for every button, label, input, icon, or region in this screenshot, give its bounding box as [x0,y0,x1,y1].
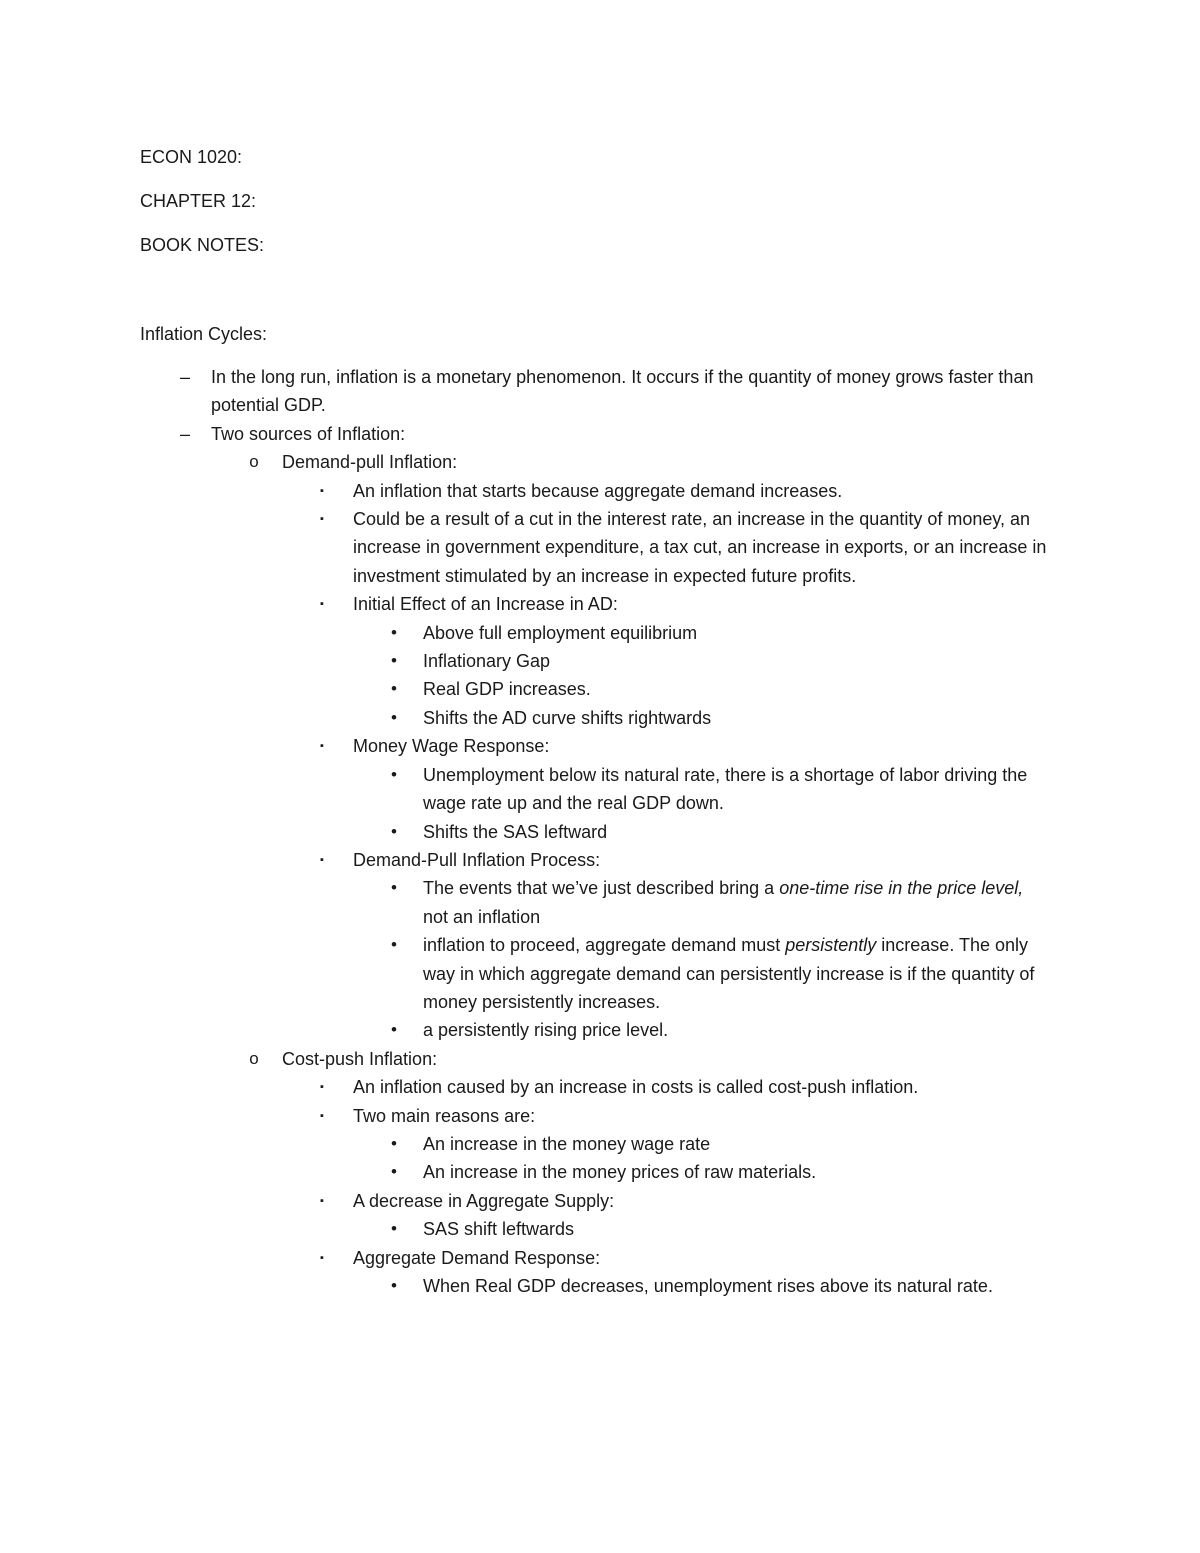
emphasis-text: persistently [785,935,877,956]
list-item [0,1187,1200,1215]
list-item [0,732,1200,760]
square-marker: ▪ [320,598,324,611]
square-marker: ▪ [320,1251,324,1264]
list-item-text: Unemployment below its natural rate, there is a shortage of labor driving the wage rate up and the real GDP down. [423,764,1028,814]
section-title: Inflation Cycles: [140,324,268,344]
list-item-text [423,935,1034,1012]
list-item-text: An inflation caused by an increase in costs is called cost-push inflation. [353,1077,919,1098]
list-item-text: Two sources of Inflation: [211,423,406,444]
list-item-text: Shifts the AD curve shifts rightwards [423,707,712,728]
square-marker: ▪ [320,1194,324,1207]
emphasis-text: one-time rise in the price level, [779,878,1024,899]
list-item [0,420,1200,448]
list-item-text: An increase in the money prices of raw materials. [423,1162,817,1183]
list-item [0,477,1200,505]
bullet-marker: • [391,707,397,727]
list-item-text: a persistently rising price level. [423,1020,669,1041]
list-item-text: Cost-push Inflation: [282,1048,438,1069]
bullet-marker: • [391,878,397,898]
text-run: increase. The only way in which aggregate demand can persistently increase is if the quantity of money persistently increases. [423,935,1035,1012]
bullet-marker: • [391,764,397,784]
bullet-marker: • [391,1020,397,1040]
text-run: The events that we’ve just described bring a [423,878,780,899]
list-item [0,505,1200,590]
text-run: inflation to proceed, aggregate demand must [423,935,786,956]
list-item [0,931,1200,1016]
list-item [0,1244,1200,1272]
bullet-marker: • [391,651,397,671]
dash-marker: – [179,423,190,444]
list-item-text: Shifts the SAS leftward [423,821,608,842]
bullet-marker: • [391,935,397,955]
notes-outline [0,363,1200,1300]
list-item [0,590,1200,618]
list-item [0,1130,1200,1158]
list-item-text: Money Wage Response: [353,736,550,757]
square-marker: ▪ [320,484,324,497]
list-item-text: An increase in the money wage rate [423,1133,711,1154]
list-item [0,874,1200,931]
list-item [0,448,1200,476]
course-heading: ECON 1020: [140,147,243,167]
list-item-text [423,878,1023,926]
bullet-marker: • [391,821,397,841]
square-marker: ▪ [320,513,324,526]
notes-heading: BOOK NOTES: [140,235,265,255]
bullet-marker: • [391,1219,397,1239]
list-item-text: An inflation that starts because aggregate demand increases. [353,480,843,501]
list-item [0,818,1200,846]
dash-marker: – [179,367,190,387]
list-item [0,761,1200,818]
list-item-text: Real GDP increases. [423,679,591,700]
bullet-marker: • [391,622,397,642]
bullet-marker: • [391,679,397,699]
list-item-text: Inflationary Gap [423,651,551,672]
list-item [0,1045,1200,1073]
chapter-heading: CHAPTER 12: [140,191,257,211]
list-item [0,1272,1200,1300]
list-item-text: In the long run, inflation is a monetary phenomenon. It occurs if the quantity of money grows faster than potential GDP. [211,367,1034,416]
list-item [0,647,1200,675]
list-item-text: Aggregate Demand Response: [353,1247,601,1268]
list-item [0,846,1200,874]
list-item-text: Demand-pull Inflation: [282,452,458,473]
list-item-text: Demand-Pull Inflation Process: [353,849,601,870]
list-item [0,619,1200,647]
text-run: not an inflation [423,906,541,927]
list-item-text: Could be a result of a cut in the interest rate, an increase in the quantity of money, an increase in government expenditure, a tax cut, an increase in exports, or an increase in investment stimulated by an increase in expected future profits. [353,509,1047,586]
list-item-text: A decrease in Aggregate Supply: [353,1190,615,1211]
bullet-marker: • [391,1133,397,1153]
list-item-text: When Real GDP decreases, unemployment rises above its natural rate. [423,1276,993,1296]
list-item [0,1215,1200,1243]
square-marker: ▪ [320,1109,324,1122]
list-item [0,675,1200,703]
circle-marker: o [249,1048,259,1068]
list-item [0,1073,1200,1101]
list-item [0,704,1200,732]
square-marker: ▪ [320,1081,324,1094]
list-item [0,1158,1200,1186]
list-item [0,363,1200,420]
bullet-marker: • [391,1276,397,1295]
list-item-text: Above full employment equilibrium [423,622,698,643]
square-marker: ▪ [320,853,324,866]
list-item-text: Two main reasons are: [353,1105,536,1126]
list-item [0,1016,1200,1044]
list-item-text: Initial Effect of an Increase in AD: [353,594,618,615]
list-item-text: SAS shift leftwards [423,1219,575,1240]
circle-marker: o [249,452,259,472]
list-item [0,1102,1200,1130]
bullet-marker: • [391,1162,397,1182]
square-marker: ▪ [320,740,324,753]
